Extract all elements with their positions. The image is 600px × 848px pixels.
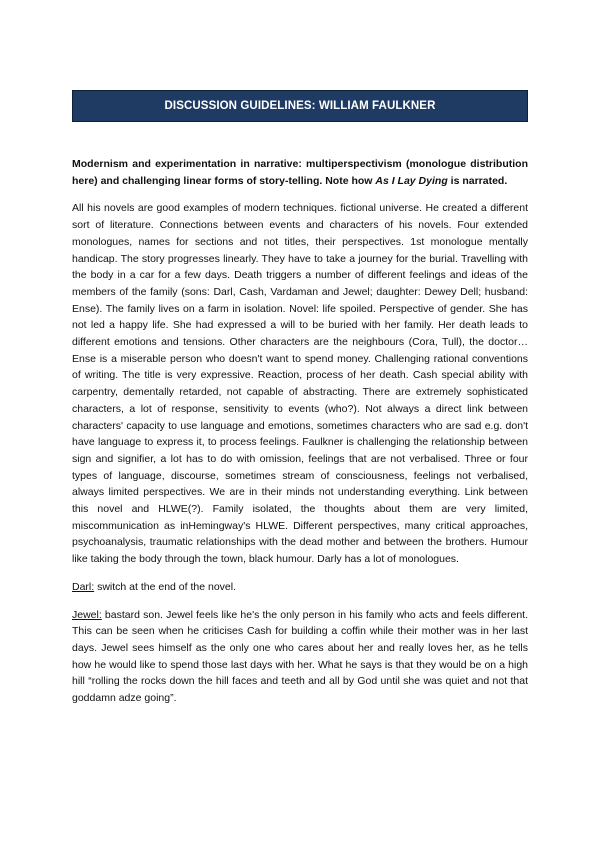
jewel-text: bastard son. Jewel feels like he's the only person in his family who acts and feels different. This can be seen when he criticises Cash for building a coffin while their mother was in her last days. Jewel sees himself as the only one who cares about her and really loves her, as he tells how he would like to spend those last days with her. What he says is that they would be on a high hill “rolling the rocks down the hill faces and teeth and all by God until she was quiet and not that goddamn adze going”.	[72, 608, 528, 705]
intro-text-end: is narrated.	[447, 174, 508, 187]
jewel-paragraph	[72, 607, 528, 707]
title-banner	[72, 90, 528, 122]
intro-text: Modernism and experimentation in narrative: multiperspectivism (monologue distribution here) and challenging linear forms of story-telling. Note how	[72, 158, 528, 187]
darl-label: Darl:	[72, 580, 95, 593]
darl-text: switch at the end of the novel.	[94, 580, 237, 593]
jewel-label: Jewel:	[72, 608, 102, 621]
darl-paragraph	[72, 579, 528, 596]
document-body	[72, 156, 528, 718]
intro-paragraph	[72, 156, 528, 189]
page-title: DISCUSSION GUIDELINES: WILLIAM FAULKNER	[164, 100, 436, 112]
main-notes-paragraph: All his novels are good examples of modern techniques. fictional universe. He created a different sort of literature. Connections between events and characters of his novels. Four extended monologues, names for sections and not titles, their perspectives. 1st monologue mentally handicap. The story progresses linearly. They have to take a journey for the burial. Travelling with the body in a car for a few days. Death triggers a number of different feelings and ideas of the members of the family (sons: Darl, Cash, Vardaman and Jewel; daughter: Dewey Dell; husband: Ense). The family lives on a farm in isolation. Novel: life spoiled. Perspective of gender. She has not led a happy life. She had expressed a will to be buried with her family. Her death leads to different emotions and tensions. Other characters are the neighbours (Cora, Tull), the doctor… Ense is a miserable person who doesn't want to spend money. Challenging rational conventions of writing. The title is very expressive. Reaction, process of her death. Cash special ability with carpentry, dementally retarded, not capable of abstracting. There are extremely sophisticated characters, a lot of response, sensitivity to events (who?). Not always a direct link between characters' capacity to use language and emotions, sometimes characters who are sad e.g. don't have language to express it, to process feelings. Faulkner is challenging the relationship between sign and signifier, a lot has to do with omission, feelings that are not verbalised. Three or four types of language, discourse, sometimes stream of consciousness, feelings not verbalised, always limited perspectives. We are in their minds not understanding everything. Link between this novel and HLWE(?). Family isolated, the thoughts about them are very limited, miscommunication as inHemingway's HLWE. Different perspectives, many critical approaches, psychoanalysis, traumatic relationships with the dead mother and between the brothers. Humour like taking the body through the town, black humour. Darly has a lot of monologues.	[72, 202, 528, 566]
book-title-italic: As I Lay Dying	[375, 174, 448, 187]
